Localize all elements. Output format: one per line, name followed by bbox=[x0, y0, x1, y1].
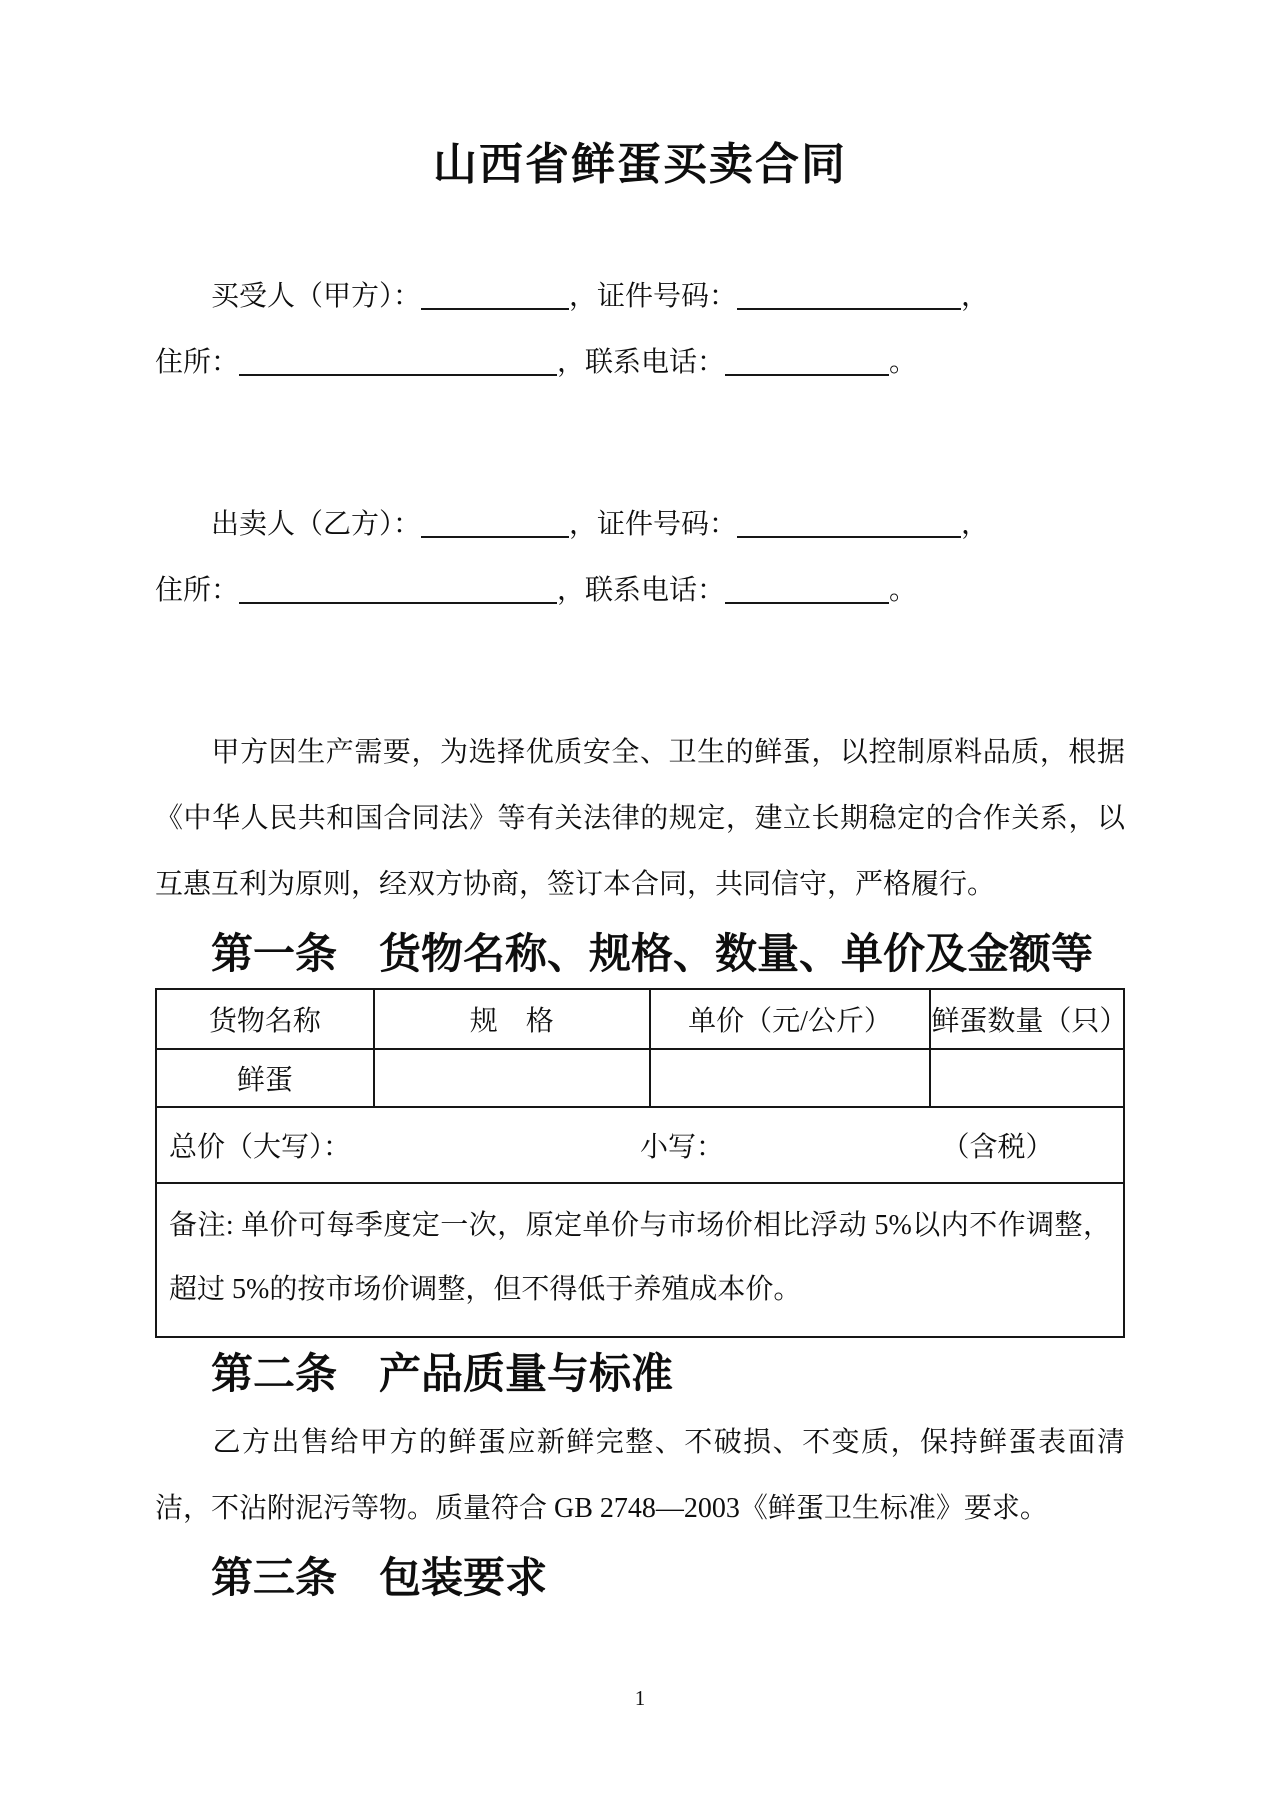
party-a-name-blank bbox=[421, 280, 569, 310]
article2-heading: 第二条 产品质量与标准 bbox=[211, 1352, 674, 1398]
goods-table-data-row bbox=[156, 1049, 1124, 1107]
party-b-line1 bbox=[155, 492, 1125, 558]
party-b-block bbox=[155, 492, 1125, 624]
total-price-cell bbox=[156, 1107, 1124, 1183]
intro-paragraph bbox=[155, 720, 1125, 918]
party-b-phone-label: ，联系电话： bbox=[557, 575, 726, 606]
party-a-address-blank bbox=[239, 346, 557, 376]
total-price-label: 总价（大写）： bbox=[169, 1132, 352, 1163]
goods-table bbox=[155, 988, 1128, 1338]
party-b-line2 bbox=[155, 558, 1125, 624]
note-cell: 备注: 单价可每季度定一次，原定单价与市场价相比浮动 5%以内不作调整，超过 5%的按市场价调整，但不得低于养殖成本价。 bbox=[156, 1183, 1124, 1337]
article1-heading: 第一条 货物名称、规格、数量、单价及金额等 bbox=[211, 932, 1094, 978]
intro-text: 甲方因生产需要，为选择优质安全、卫生的鲜蛋，以控制原料品质，根据《中华人民共和国合同法》等有关法律的规定，建立长期稳定的合作关系，以互惠互利为原则，经双方协商，签订本合同，共同信守，严格履行。 bbox=[155, 737, 1125, 900]
cell-spec bbox=[374, 1049, 650, 1107]
party-b-line2-end: 。 bbox=[889, 575, 918, 606]
party-b-line1-end: ， bbox=[961, 509, 990, 540]
party-a-address-label: 住所： bbox=[155, 347, 240, 378]
header-unit-price: 单价（元/公斤） bbox=[650, 989, 931, 1049]
goods-table-header-row bbox=[156, 989, 1124, 1049]
party-a-role-label: 买受人（甲方）： bbox=[211, 281, 422, 312]
tax-included-label: （含税） bbox=[941, 1132, 1054, 1163]
party-a-line1-end: ， bbox=[961, 281, 990, 312]
cell-unit-price bbox=[650, 1049, 931, 1107]
header-spec: 规 格 bbox=[374, 989, 650, 1049]
party-a-block bbox=[155, 264, 1125, 396]
party-b-address-blank bbox=[239, 574, 557, 604]
party-a-line2-end: 。 bbox=[889, 347, 918, 378]
page-title: 山西省鲜蛋买卖合同 bbox=[433, 140, 847, 189]
party-b-id-blank bbox=[737, 508, 961, 538]
header-egg-quantity: 鲜蛋数量（只） bbox=[930, 989, 1124, 1049]
party-a-phone-label: ，联系电话： bbox=[557, 347, 726, 378]
party-b-role-label: 出卖人（乙方）： bbox=[211, 509, 422, 540]
goods-table-note-row bbox=[156, 1183, 1124, 1337]
article2-paragraph bbox=[155, 1410, 1125, 1542]
party-b-name-blank bbox=[421, 508, 569, 538]
total-price-numeric-label: 小写： bbox=[640, 1132, 725, 1163]
article2-text: 乙方出售给甲方的鲜蛋应新鲜完整、不破损、不变质，保持鲜蛋表面清洁，不沾附泥污等物。质量符合 GB 2748—2003《鲜蛋卫生标准》要求。 bbox=[155, 1427, 1125, 1524]
party-b-id-label: ，证件号码： bbox=[569, 509, 738, 540]
cell-goods-name: 鲜蛋 bbox=[156, 1049, 374, 1107]
party-b-address-label: 住所： bbox=[155, 575, 240, 606]
party-a-line2 bbox=[155, 330, 1125, 396]
article3-heading: 第三条 包装要求 bbox=[211, 1556, 548, 1602]
party-a-line1 bbox=[155, 264, 1125, 330]
party-a-id-label: ，证件号码： bbox=[569, 281, 738, 312]
goods-table-total-row bbox=[156, 1107, 1124, 1183]
header-goods-name: 货物名称 bbox=[156, 989, 374, 1049]
page-number: 1 bbox=[634, 1686, 646, 1710]
party-a-id-blank bbox=[737, 280, 961, 310]
cell-egg-quantity bbox=[930, 1049, 1124, 1107]
party-b-phone-blank bbox=[725, 574, 889, 604]
party-a-phone-blank bbox=[725, 346, 889, 376]
